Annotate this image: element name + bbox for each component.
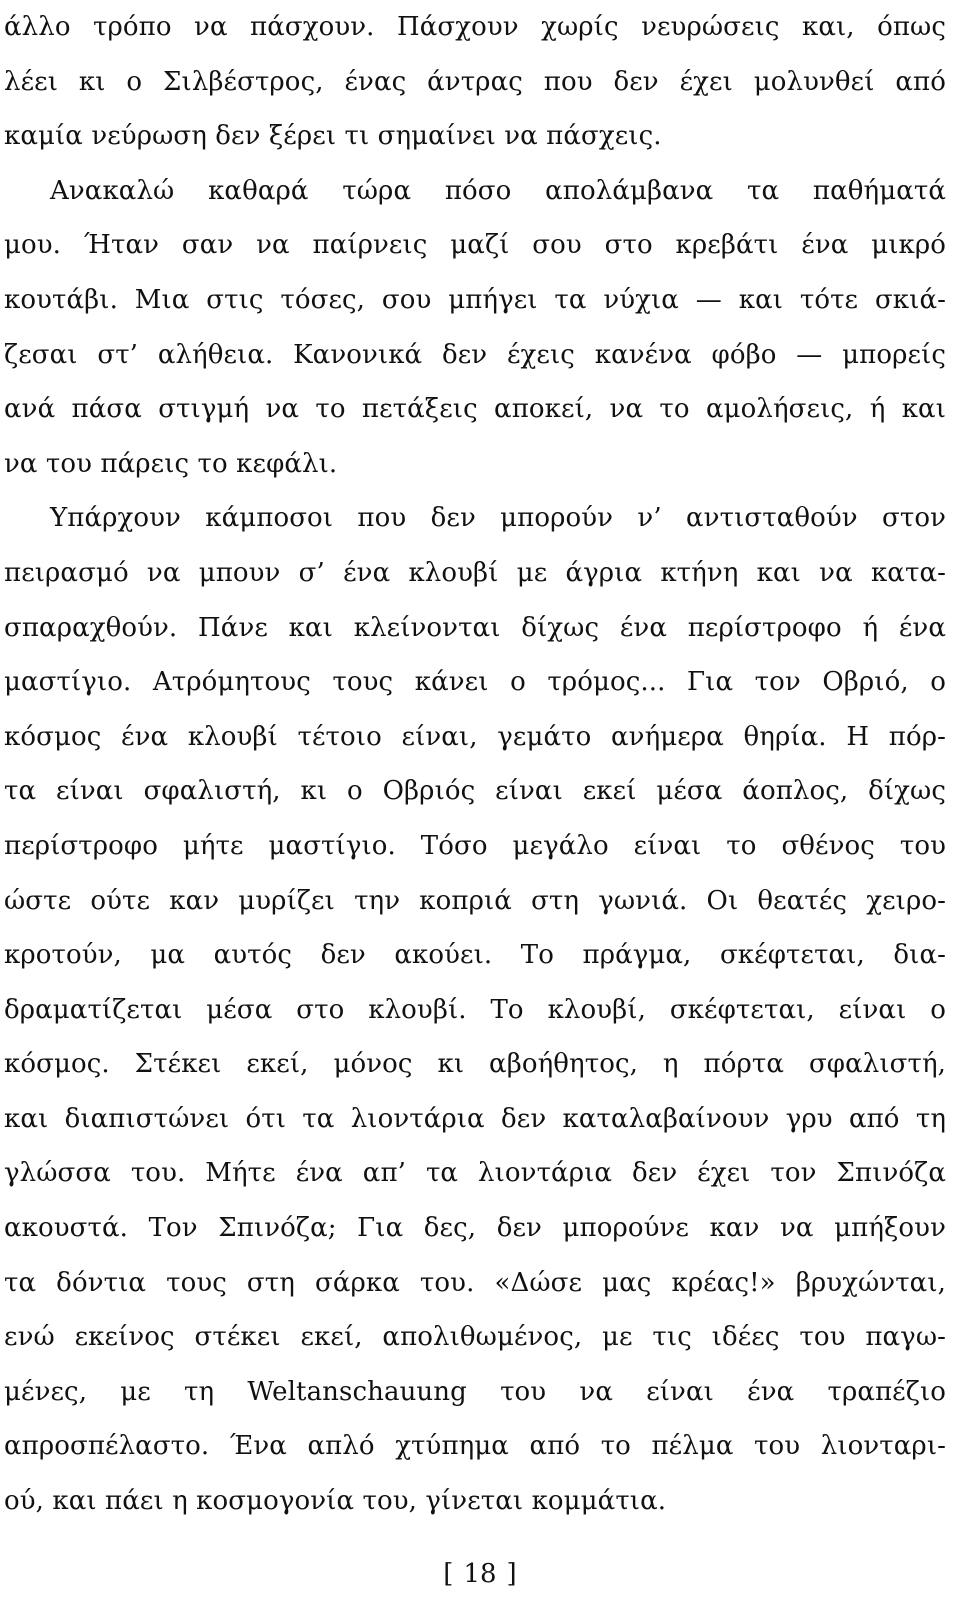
text-line: κόσμος. Στέκει εκεί, μόνος κι αβοήθητος, η πόρτα σφαλιστή, — [4, 1049, 946, 1080]
text-line: καμία νεύρωση δεν ξέρει τι σημαίνει να πάσχεις. — [4, 121, 662, 152]
text-line: μένες, με τη Weltanschauung του να είναι ένα τραπέζιο — [4, 1376, 946, 1407]
text-line: μαστίγιο. Ατρόμητους τους κάνει ο τρόμος... Για τον Οβριό, ο — [4, 667, 946, 698]
text-line: πειρασμό να μπουν σ’ ένα κλουβί με άγρια κτήνη και να κατα- — [4, 557, 946, 588]
page-number-close-bracket: ] — [506, 1559, 517, 1589]
text-line: τα είναι σφαλιστή, κι ο Οβριός είναι εκεί μέσα άοπλος, δίχως — [4, 776, 946, 807]
text-line: ενώ εκείνος στέκει εκεί, απολιθωμένος, με τις ιδέες του παγω- — [4, 1322, 946, 1353]
text-line: κροτούν, μα αυτός δεν ακούει. Το πράγμα, σκέφτεται, δια- — [4, 940, 946, 971]
text-line: τα δόντια τους στη σάρκα του. «Δώσε μας κρέας!» βρυχώνται, — [4, 1267, 946, 1298]
text-line: ακουστά. Τον Σπινόζα; Για δες, δεν μπορούνε καν να μπήξουν — [4, 1213, 946, 1244]
page-number-open-bracket: [ — [443, 1559, 454, 1589]
text-line: κόσμος ένα κλουβί τέτοιο είναι, γεμάτο ανήμερα θηρία. Η πόρ- — [4, 721, 946, 752]
text-line: ζεσαι στ’ αλήθεια. Κανονικά δεν έχεις κανένα φόβο — μπορείς — [4, 339, 946, 370]
text-line: να του πάρεις το κεφάλι. — [4, 448, 338, 479]
text-line: λέει κι ο Σιλβέστρος, ένας άντρας που δεν έχει μολυνθεί από — [4, 66, 946, 97]
text-line: σπαραχθούν. Πάνε και κλείνονται δίχως ένα περίστροφο ή ένα — [4, 612, 946, 643]
text-line: μου. Ήταν σαν να παίρνεις μαζί σου στο κρεβάτι ένα μικρό — [4, 230, 946, 261]
text-line: δραματίζεται μέσα στο κλουβί. Το κλουβί, σκέφτεται, είναι ο — [4, 994, 946, 1025]
text-line: περίστροφο μήτε μαστίγιο. Τόσο μεγάλο είναι το σθένος του — [4, 830, 946, 861]
text-line: ώστε ούτε καν μυρίζει την κοπριά στη γωνιά. Οι θεατές χειρο- — [4, 885, 946, 916]
text-line: απροσπέλαστο. Ένα απλό χτύπημα από το πέλμα του λιονταρι- — [4, 1431, 946, 1462]
text-line: Υπάρχουν κάμποσοι που δεν μπορούν ν’ αντισταθούν στον — [50, 503, 946, 534]
text-line: ού, και πάει η κοσμογονία του, γίνεται κομμάτια. — [4, 1486, 667, 1517]
page-number — [0, 1558, 960, 1590]
body-text — [4, 0, 946, 1529]
text-line: γλώσσα του. Μήτε ένα απ’ τα λιοντάρια δεν έχει τον Σπινόζα — [4, 1158, 946, 1189]
text-line: ανά πάσα στιγμή να το πετάξεις αποκεί, να το αμολήσεις, ή και — [4, 394, 946, 425]
text-line: και διαπιστώνει ότι τα λιοντάρια δεν καταλαβαίνουν γρυ από τη — [4, 1103, 946, 1134]
text-line: Ανακαλώ καθαρά τώρα πόσο απολάμβανα τα παθήματά — [50, 175, 946, 206]
text-line: άλλο τρόπο να πάσχουν. Πάσχουν χωρίς νευρώσεις και, όπως — [4, 12, 946, 42]
text-line: κουτάβι. Μια στις τόσες, σου μπήγει τα νύχια — και τότε σκιά- — [4, 284, 946, 315]
page-number-value: 18 — [463, 1559, 497, 1589]
